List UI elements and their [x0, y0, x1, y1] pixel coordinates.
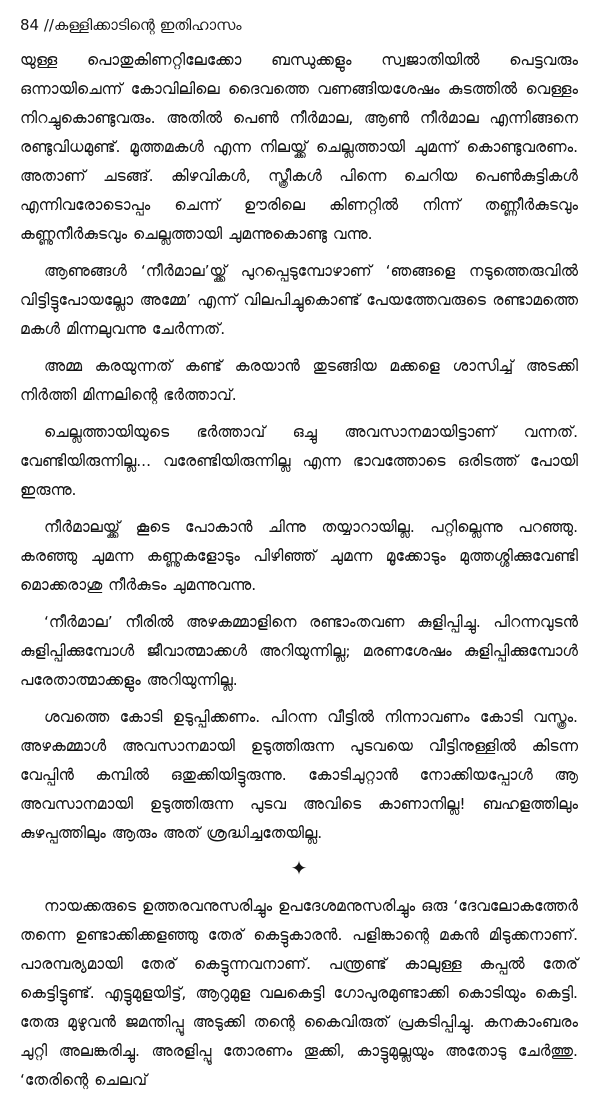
paragraph-3: അമ്മ കരയുന്നത് കണ്ട് കരയാൻ തുടങ്ങിയ മക്കളെ ശാസിച്ച് അടക്കി നിർത്തി മിന്നലിന്റെ ഭർത്താവ്.	[20, 357, 578, 404]
paragraph-2: ആണുങ്ങൾ ‘നീർമാല’യ്ക്ക് പുറപ്പെടുമ്പോഴാണ് ‘ഞങ്ങളെ നടുത്തെരുവിൽ വിട്ടിട്ടുപോയല്ലോ അമ്മേ’ എന്ന് വിലപിച്ചുകൊണ്ട് പേയത്തേവരുടെ രണ്ടാമത്തെ മകൾ മിന്നലുവന്നു ചേർന്നത്.	[20, 262, 578, 338]
paragraph-5: നീർമാലയ്ക്ക് കൂടെ പോകാൻ ചിന്നു തയ്യാറായില്ല. പറ്റില്ലെന്നു പറഞ്ഞു. കരഞ്ഞു ചുമന്ന കണ്ണുകളോടും പിഴിഞ്ഞ് ചുമന്ന മൂക്കോടും മുത്തശ്ശിക്കുവേണ്ടി മൊക്കരാശു നീർകുടം ചുമന്നുവന്നു.	[20, 518, 578, 594]
paragraph-8: നായക്കരുടെ ഉത്തരവനുസരിച്ചും ഉപദേശമനുസരിച്ചും ഒരു ‘ദേവലോകത്തേർ തന്നെ ഉണ്ടാക്കിക്കളഞ്ഞു തേര് കെട്ടുകാരൻ. പളിങ്കാന്റെ മകൻ മിടുക്കനാണ്. പാരമ്പര്യമായി തേര് കെട്ടുന്നവനാണ്. പന്ത്രണ്ട് കാലുള്ള കപ്പൽ തേര് കെട്ടിട്ടുണ്ട്. എട്ടുമുളയിട്ട്, ആറുമുള വലകെട്ടി ഗോപുരമുണ്ടാക്കി കൊടിയും കെട്ടി. തേരു മുഴുവൻ ജമന്തിപ്പൂ അടുക്കി തന്റെ കൈവിരുത് പ്രകടിപ്പിച്ചു. കനകാംബരം ചുറ്റി അലങ്കരിച്ചു. അരളിപ്പൂ തോരണം തൂക്കി, കാട്ടുമുല്ലയും അതോടു ചേർത്തു. ‘തേരിന്റെ ചെലവ്	[20, 897, 578, 1089]
paragraph-7: ശവത്തെ കോടി ഉടുപ്പിക്കണം. പിറന്ന വീട്ടിൽ നിന്നാവണം കോടി വസ്ത്രം. അഴകമ്മാൾ അവസാനമായി ഉടുത്തിരുന്ന പുടവയെ വീട്ടിനുള്ളിൽ കിടന്ന വേപ്പിൻ കമ്പിൽ ഒതുക്കിയിട്ടുരുന്നു. കോടിചുറ്റാൻ നോക്കിയപ്പോൾ ആ അവസാനമായി ഉടുത്തിരുന്ന പുടവ അവിടെ കാണാനില്ല! ബഹളത്തിലും കുഴപ്പത്തിലും ആരും അത് ശ്രദ്ധിച്ചതേയില്ല.	[20, 708, 578, 842]
paragraph-4: ചെല്ലത്തായിയുടെ ഭർത്താവ് ഒച്ചു അവസാനമായിട്ടാണ് വന്നത്. വേണ്ടിയിരുന്നില്ല... വരേണ്ടിയിരുന്നില്ല എന്ന ഭാവത്തോടെ ഒരിടത്ത് പോയി ഇരുന്നു.	[20, 423, 578, 499]
paragraph-6: ‘നീർമാല’ നീരിൽ അഴകമ്മാളിനെ രണ്ടാംതവണ കുളിപ്പിച്ചു. പിറന്നവുടൻ കുളിപ്പിക്കുമ്പോൾ ജീവാത്മാക്കൾ അറിയുന്നില്ല; മരണശേഷം കുളിപ്പിക്കുമ്പോൾ പരേതാത്മാക്കളും അറിയുന്നില്ല.	[20, 613, 578, 689]
running-head: 84 //കള്ളിക്കാടിന്റെ ഇതിഹാസം	[20, 16, 242, 34]
section-break-ornament: ✦	[290, 856, 308, 880]
paragraph-1: യുള്ള പൊതുകിണറ്റിലേക്കോ ബന്ധുക്കളും സ്വജാതിയിൽ പെട്ടവരും ഒന്നായിചെന്ന് കോവിലിലെ ദൈവത്തെ വണങ്ങിയശേഷം കുടത്തിൽ വെള്ളം നിറച്ചുകൊണ്ടുവരും. അതിൽ പെൺ നീർമാല, ആൺ നീർമാല എന്നിങ്ങനെ രണ്ടുവിധമുണ്ട്. മൂത്തമകൾ എന്ന നിലയ്ക്ക് ചെല്ലത്തായി ചുമന്ന് കൊണ്ടുവരണം. അതാണ് ചടങ്ങ്. കിഴവികൾ, സ്ത്രീകൾ പിന്നെ ചെറിയ പെൺകുട്ടികൾ എന്നിവരോടൊപ്പം ചെന്ന് ഊരിലെ കിണറ്റിൽ നിന്ന് തണ്ണീർകുടവും കണ്ണുനീർകുടവും ചെല്ലത്തായി ചുമന്നുകൊണ്ടു വന്നു.	[20, 51, 578, 243]
